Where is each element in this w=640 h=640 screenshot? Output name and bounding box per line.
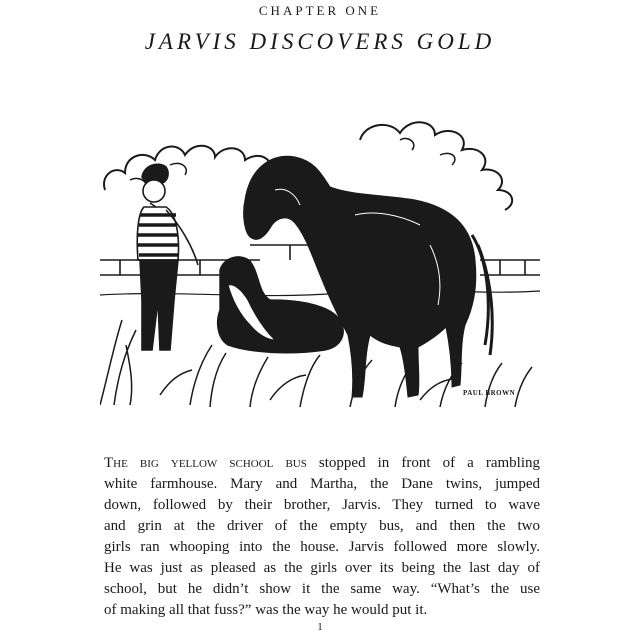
chapter-label: CHAPTER ONE xyxy=(258,3,382,18)
chapter-body-text xyxy=(104,453,540,621)
text-line-6: He was just as pleased as the girls over its being the last day of xyxy=(104,560,540,576)
chapter-title: JARVIS DISCOVERS GOLD xyxy=(144,29,496,54)
small-caps-lead: The big yellow school bus xyxy=(104,455,307,471)
illustration-boy-horse-dog xyxy=(100,95,540,415)
boy xyxy=(137,164,198,350)
horse xyxy=(244,156,476,397)
text-line-3: down, followed by their brother, Jarvis. They turned to wave xyxy=(104,497,540,513)
text-line-4: and grin at the driver of the empty bus, and then the two xyxy=(104,518,540,534)
artist-signature: PAUL BROWN xyxy=(463,389,516,397)
text-line-2: white farmhouse. Mary and Martha, the Dane twins, jumped xyxy=(104,476,540,492)
text-line-1-rest: stopped in front of a rambling xyxy=(306,455,540,471)
text-line-8: of making all that fuss?” was the way he would put it. xyxy=(104,602,428,618)
text-line-7: school, but he didn’t show it the same way. “What’s the use xyxy=(104,581,540,597)
text-line-1 xyxy=(104,453,540,474)
text-line-5: girls ran whooping into the house. Jarvis followed more slowly. xyxy=(104,539,540,555)
page-number: 1 xyxy=(317,621,323,633)
